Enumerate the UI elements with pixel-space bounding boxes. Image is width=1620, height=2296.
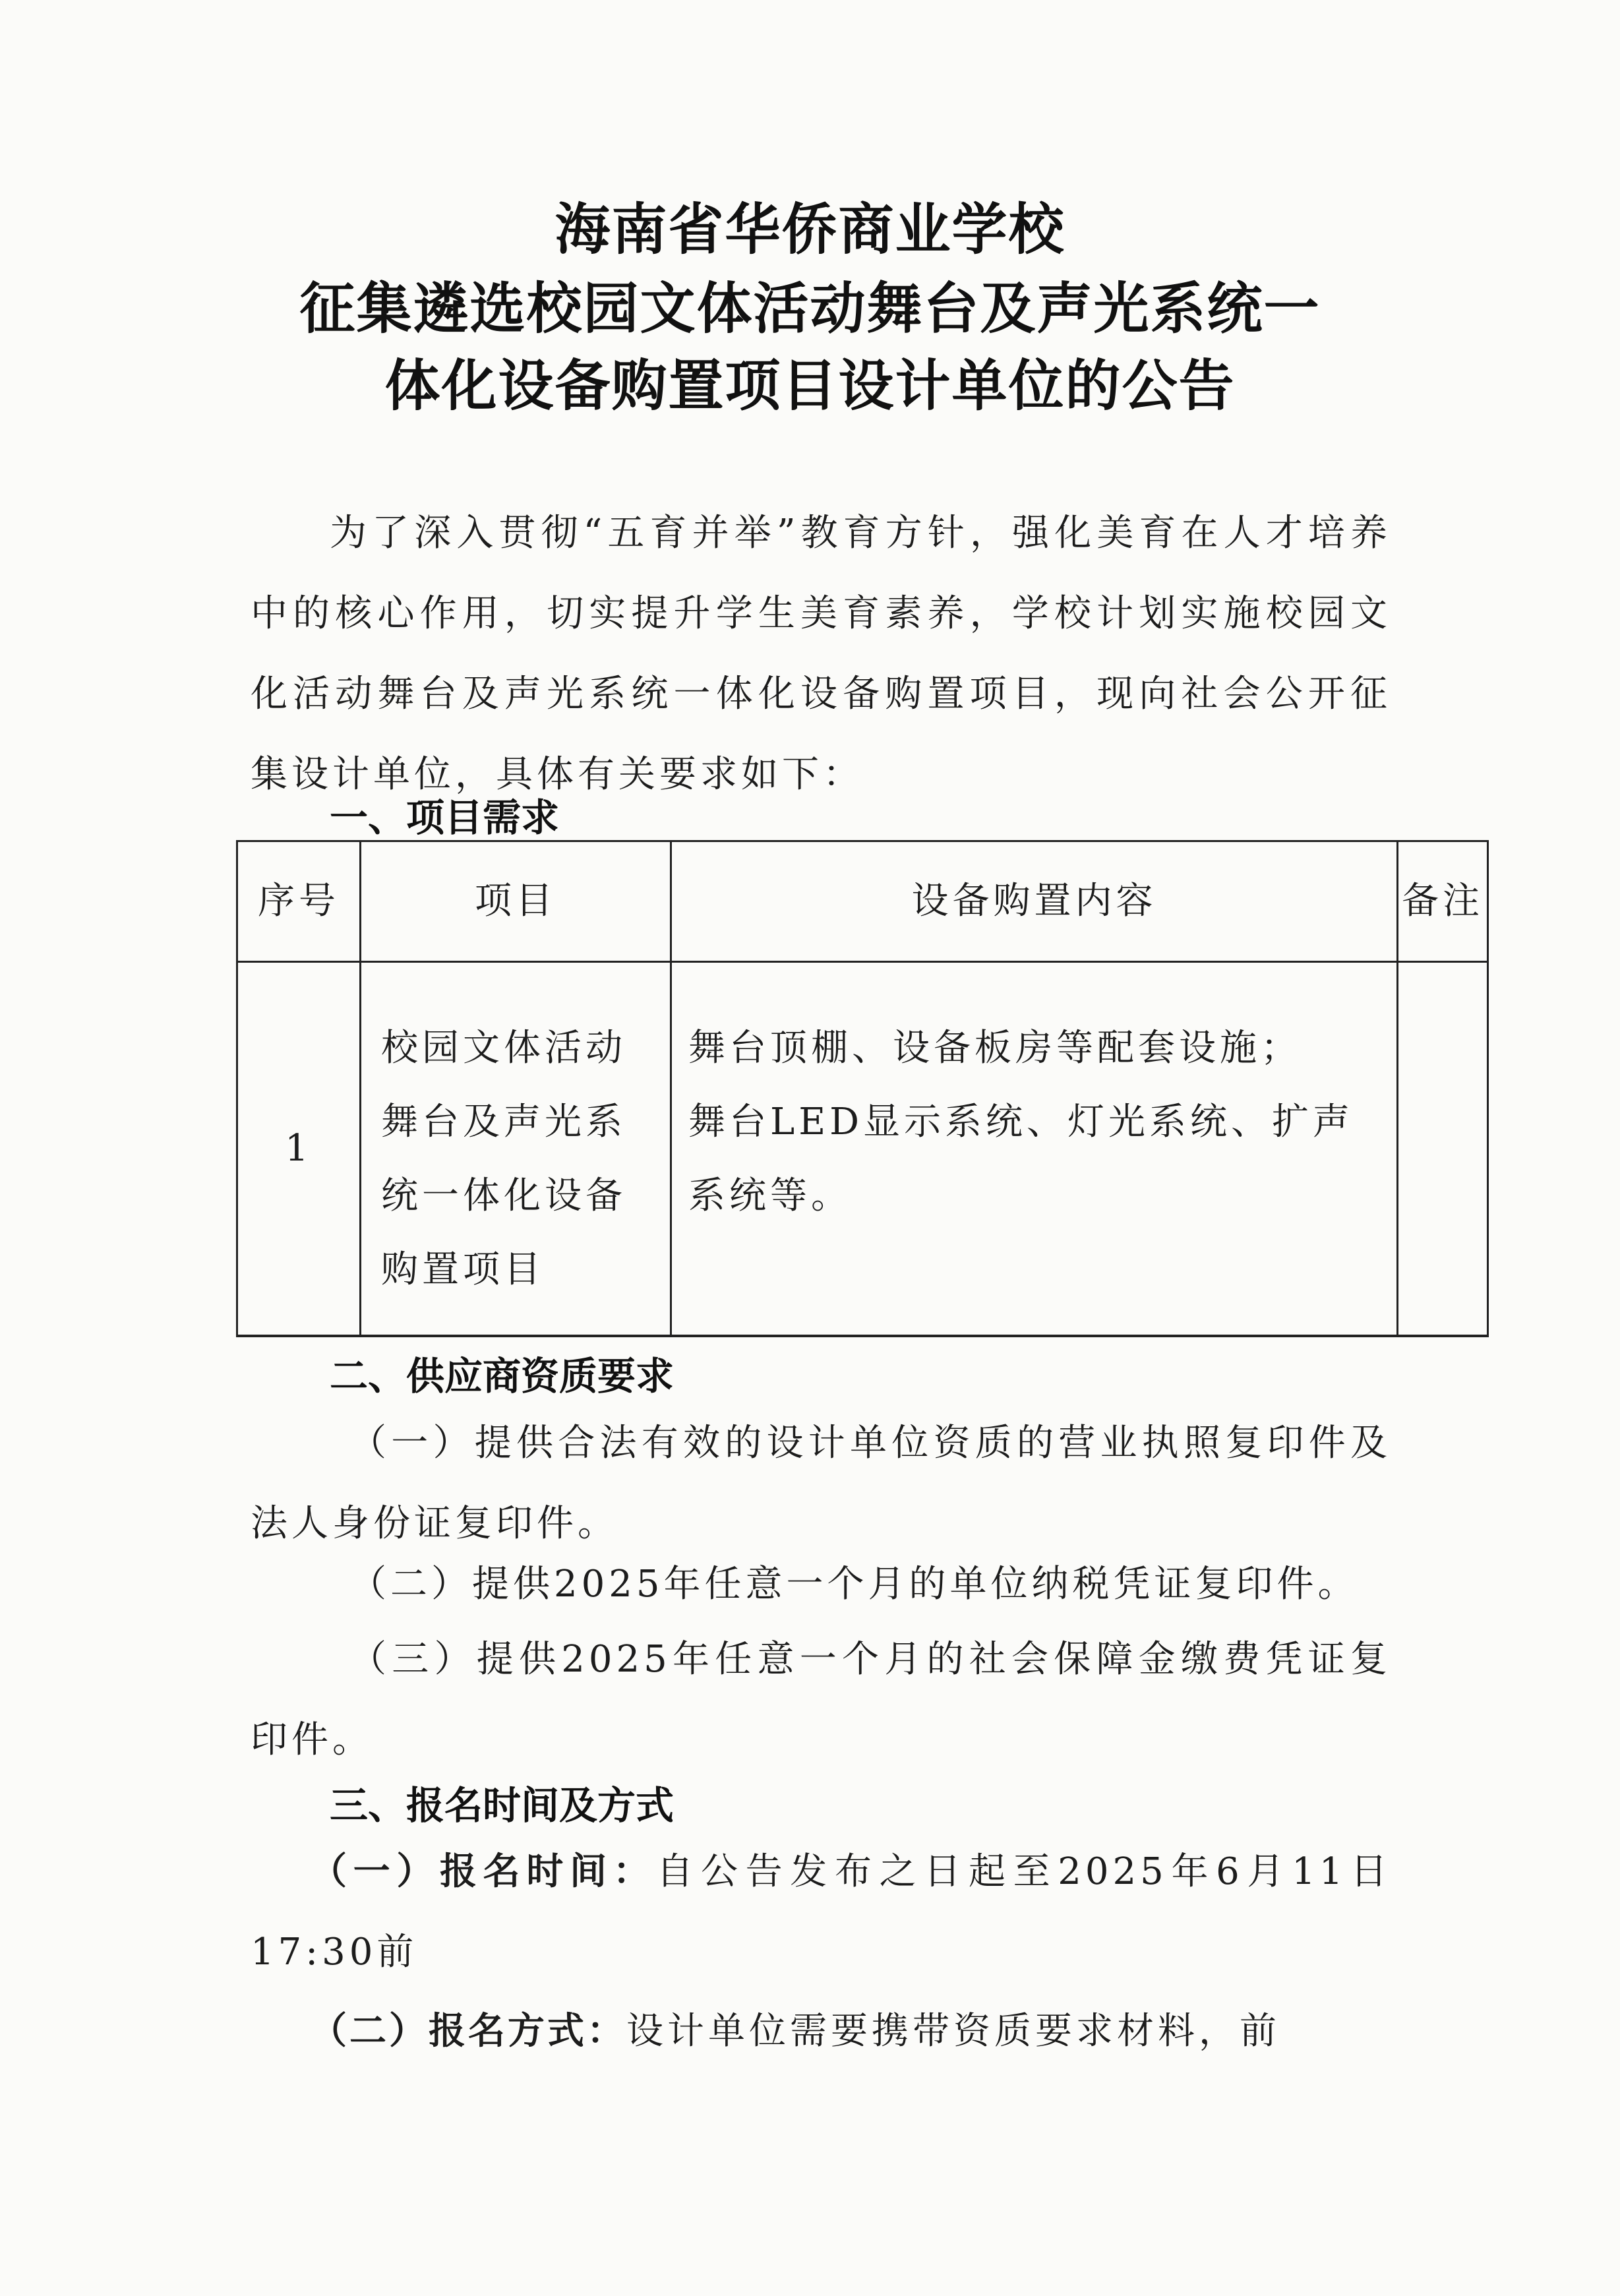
table-border-right (1487, 840, 1489, 1337)
table-header-remark: 备注 (1402, 880, 1484, 922)
table-header-project: 项目 (475, 880, 556, 922)
content-line: 舞台LED显示系统、灯光系统、扩声 (688, 1101, 1354, 1143)
title-line-3: 体化设备购置项目设计单位的公告 (384, 353, 1236, 418)
table-cell-no: 1 (285, 1127, 313, 1170)
qualification-item-3: （三）提供2025年任意一个月的社会保障金缴费凭证复印件。 (251, 1638, 1391, 1761)
section-2-heading: 二、供应商资质要求 (330, 1354, 675, 1399)
section-1-heading: 一、项目需求 (330, 795, 560, 840)
project-line: 购置项目 (381, 1248, 545, 1291)
table-cell-content (688, 1012, 1387, 1233)
requirements-table (236, 840, 1489, 1337)
qualification-item-1: （一）提供合法有效的设计单位资质的营业执照复印件及法人身份证复印件。 (251, 1422, 1391, 1545)
title-line-2: 征集遴选校园文体活动舞台及声光系统一 (299, 276, 1321, 341)
intro-paragraph: 为了深入贯彻“五育并举”教育方针，强化美育在人才培养中的核心作用，切实提升学生美育素养，学校计划实施校园文化活动舞台及声光系统一体化设备购置项目，现向社会公开征集设计单位，具体有关要求如下： (251, 512, 1391, 796)
table-header-content: 设备购置内容 (911, 880, 1157, 922)
registration-method-label: （二）报名方式： (310, 2010, 626, 2053)
project-line: 校园文体活动 (381, 1027, 626, 1070)
registration-time-text: 自公告发布之日起至2025年6月11日17:30前 (251, 1850, 1392, 1974)
table-border-header (236, 961, 1489, 963)
table-border-bottom (236, 1335, 1489, 1337)
table-header-no: 序号 (258, 880, 340, 922)
registration-method (251, 1991, 1391, 2072)
section-3-heading: 三、报名时间及方式 (330, 1783, 675, 1828)
registration-method-text: 设计单位需要携带资质要求材料，前 (626, 2010, 1280, 2053)
table-cell-remark (1398, 963, 1487, 1335)
qualification-item-2: （二）提供2025年任意一个月的单位纳税凭证复印件。 (349, 1563, 1359, 1606)
registration-time (251, 1832, 1391, 1993)
registration-time-label: （一）报名时间： (310, 1850, 657, 1893)
content-line: 舞台顶棚、设备板房等配套设施； (688, 1027, 1302, 1070)
table-cell-project (381, 1012, 658, 1307)
title-line-1: 海南省华侨商业学校 (555, 197, 1065, 262)
project-line: 舞台及声光系 (381, 1101, 626, 1143)
content-line: 系统等。 (688, 1174, 852, 1217)
project-line: 统一体化设备 (381, 1174, 626, 1217)
